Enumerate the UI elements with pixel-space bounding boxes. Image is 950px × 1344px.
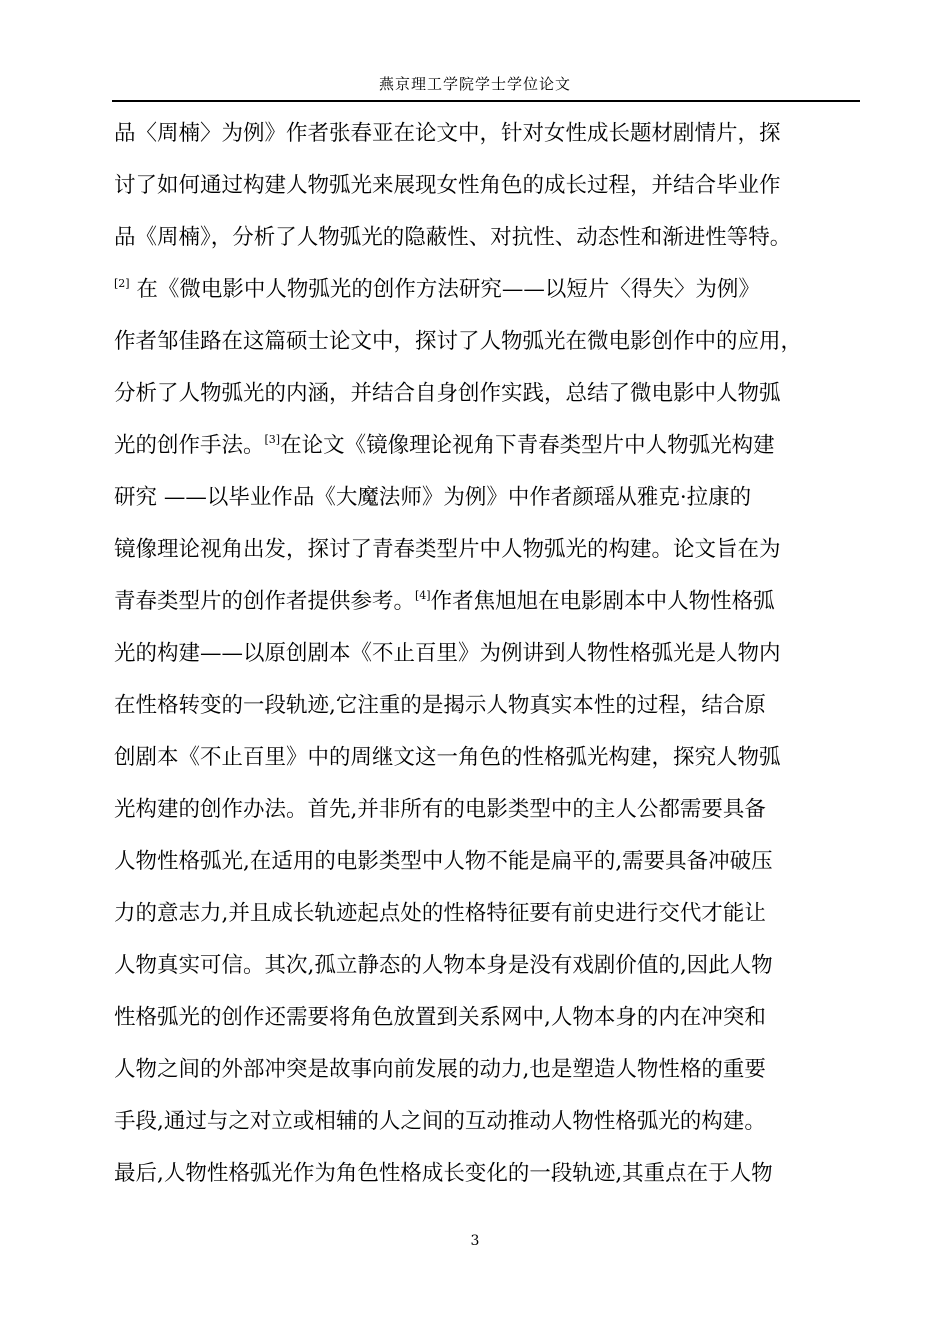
text-line: 力的意志力,并且成长轨迹起点处的性格特征要有前史进行交代才能让 [114, 901, 766, 926]
text-line: 性格弧光的创作还需要将角色放置到关系网中,人物本身的内在冲突和 [114, 1005, 766, 1030]
text-line: 品〈周楠〉为例》作者张春亚在论文中，针对女性成长题材剧情片，探 [114, 121, 781, 146]
citation-marker: [2] [114, 277, 130, 290]
text-line: 镜像理论视角出发，探讨了青春类型片中人物弧光的构建。论文旨在为 [114, 537, 781, 562]
text-line: 研究 ——以毕业作品《大魔法师》为例》中作者颜瑶从雅克·拉康的 [114, 485, 752, 510]
text-line: 光的构建——以原创剧本《不止百里》为例讲到人物性格弧光是人物内 [114, 641, 781, 666]
text-line: 人物性格弧光,在适用的电影类型中人物不能是扁平的,需要具备冲破压 [114, 849, 773, 874]
text-line [114, 420, 874, 472]
text-segment: 在《微电影中人物弧光的创作方法研究——以短片〈得失〉为例》 [129, 277, 760, 302]
text-line: 人物真实可信。其次,孤立静态的人物本身是没有戏剧价值的,因此人物 [114, 953, 773, 978]
citation-marker: [3] [264, 433, 281, 446]
page-number: 3 [470, 1233, 480, 1249]
text-line: 讨了如何通过构建人物弧光来展现女性角色的成长过程，并结合毕业作 [114, 173, 781, 198]
text-line [114, 576, 874, 628]
text-segment: 青春类型片的创作者提供参考。 [114, 589, 416, 614]
text-line: 创剧本《不止百里》中的周继文这一角色的性格弧光构建，探究人物弧 [114, 745, 781, 770]
body-text [114, 108, 874, 1200]
citation-marker: [4] [415, 589, 431, 602]
text-line: 作者邹佳路在这篇硕士论文中，探讨了人物弧光在微电影创作中的应用， [114, 329, 803, 354]
text-line [114, 264, 874, 316]
text-line: 在性格转变的一段轨迹,它注重的是揭示人物真实本性的过程，结合原 [114, 693, 766, 718]
text-line: 人物之间的外部冲突是故事向前发展的动力,也是塑造人物性格的重要 [114, 1057, 766, 1082]
text-line: 手段,通过与之对立或相辅的人之间的互动推动人物性格弧光的构建。 [114, 1109, 766, 1134]
header-rule [112, 100, 860, 102]
text-line: 品《周楠》，分析了人物弧光的隐蔽性、对抗性、动态性和渐进性等特。 [114, 225, 792, 250]
running-header: 燕京理工学院学士学位论文 [378, 75, 571, 93]
text-line: 光构建的创作办法。首先,并非所有的电影类型中的主人公都需要具备 [114, 797, 766, 822]
text-segment: 光的创作手法。 [114, 433, 265, 458]
text-line: 最后,人物性格弧光作为角色性格成长变化的一段轨迹,其重点在于人物 [114, 1161, 773, 1186]
text-segment: 作者焦旭旭在电影剧本中人物性格弧 [430, 589, 775, 614]
text-line: 分析了人物弧光的内涵，并结合自身创作实践，总结了微电影中人物弧 [114, 381, 781, 406]
text-segment: 在论文《镜像理论视角下青春类型片中人物弧光构建 [280, 433, 775, 458]
